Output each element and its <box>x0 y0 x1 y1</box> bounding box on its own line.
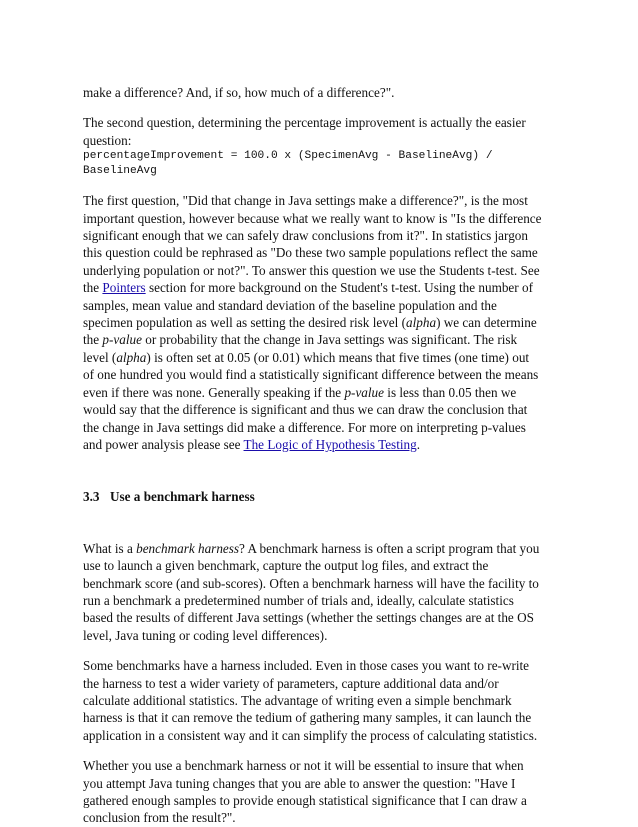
italic-term: alpha <box>406 315 437 331</box>
paragraph-conclusion: Whether you use a benchmark harness or not it will be essential to insure that when you attempt Java tuning changes that you are able to answer the question: "Have I gathered enough samples to provide enough statistical significance that I can draw a conclusion from the result?". <box>83 758 527 826</box>
section-heading <box>83 488 543 505</box>
text-segment: The first question, "Did that change in Java settings make a difference?", is the most important question, however because what we really want to know is "Is the difference significant enough that we can safely draw conclusions from it?". In statistics jargon this question could be rephrased as "Do these two sample populations reflect the same underlying population or not?". To answer this question we use the Students t-test. See the <box>83 193 542 296</box>
paragraph-benchmark-harness <box>83 540 543 644</box>
italic-term: benchmark harness <box>136 540 240 556</box>
italic-term: alpha <box>116 349 147 365</box>
paragraph-first-question <box>83 192 543 453</box>
italic-term: p-value <box>344 384 384 400</box>
text-segment: is less than 0.05 then we would say that the difference is significant and thus we can draw the conclusion that the change in Java settings did make a difference. For more on interpreting p-values and power analysis please see <box>83 384 528 452</box>
code-line-1: percentageImprovement = 100.0 x (SpecimenAvg - BaselineAvg) / <box>83 150 493 163</box>
section-title: Use a benchmark harness <box>110 489 255 505</box>
section-number: 3.3 <box>83 489 100 505</box>
text-segment: ) we can determine the <box>83 315 537 348</box>
text-segment: ) is often set at 0.05 (or 0.01) which means that five times (one time) out of one hundred you would find a statistically significant difference between the means even if there was none. Generally speaking if the <box>83 349 539 400</box>
pointers-link[interactable]: Pointers <box>102 280 146 296</box>
text-segment: ? A benchmark harness is often a script program that you use to launch a given benchmark, capture the output log files, and extract the benchmark score (and sub-scores). Often a benchmark harness will have the facility to run a benchmark a predetermined number of trials and, ideally, calculate statistics based the results of different Java settings (whether the settings changes are at the OS level, Java tuning or coding level differences). <box>83 540 540 643</box>
paragraph-percentage-improvement <box>83 114 543 179</box>
paragraph-continuation: make a difference? And, if so, how much of a difference?". <box>83 85 395 100</box>
text-segment: or probability that the change in Java settings was significant. The risk level ( <box>83 332 518 365</box>
code-line-2: BaselineAvg <box>83 165 157 178</box>
italic-term: p-value <box>102 332 142 348</box>
paragraph-harness-included: Some benchmarks have a harness included. Even in those cases you want to re-write the harness to test a wider variety of parameters, capture additional data and/or calculate additional statistics. The advantage of writing even a simple benchmark harness is that it can remove the tedium of gathering many samples, it can launch the application in a consistent way and it can simplify the process of calculating statistics. <box>83 658 538 743</box>
text-segment: section for more background on the Student's t-test. Using the number of samples, mean value and standard deviation of the baseline population and the specimen population as well as setting the desired risk level ( <box>83 280 533 331</box>
document-page <box>83 84 543 827</box>
logic-of-hypothesis-testing-link[interactable]: The Logic of Hypothesis Testing <box>243 436 417 452</box>
paragraph-text: The second question, determining the percentage improvement is actually the easier question: <box>83 115 526 148</box>
text-segment: What is a <box>83 540 137 556</box>
text-segment: . <box>416 436 421 452</box>
